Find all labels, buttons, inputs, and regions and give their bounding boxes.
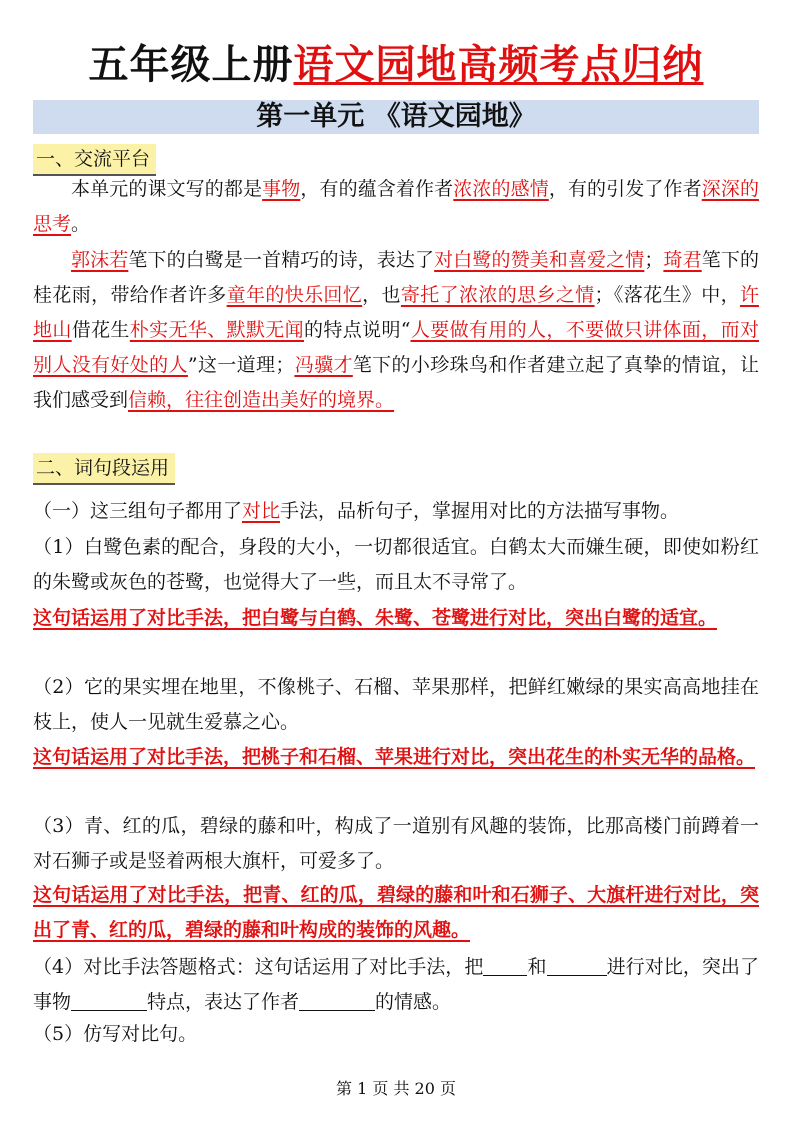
- item2-answer: 这句话运用了对比手法，把桃子和石榴、苹果进行对比，突出花生的朴实无华的品格。: [33, 746, 756, 768]
- section1-paragraph2: 郭沫若笔下的白鹭是一首精巧的诗，表达了对白鹭的赞美和喜爱之情；琦君笔下的桂花雨，带给作者许多童年的快乐回忆，也寄托了浓浓的思乡之情；《落花生》中，许地山借花生朴实无华、默默无闻的特点说明“人要做有用的人，不要做只讲体面，而对别人没有好处的人”这一道理；冯骥才笔下的小珍珠鸟和作者建立起了真挚的情谊，让我们感受到信赖，往往创造出美好的境界。: [33, 249, 759, 411]
- item4-format: （4）对比手法答题格式：这句话运用了对比手法，把 和 进行对比，突出了事物 特点，表达了作者 的情感。: [33, 956, 759, 1013]
- item3-sentence: （3）青、红的瓜，碧绿的藤和叶，构成了一道别有风趣的装饰，比那高楼门前蹲着一对石狮子或是竖着两根大旗杆，可爱多了。: [33, 815, 759, 872]
- item3-answer: 这句话运用了对比手法，把青、红的瓜，碧绿的藤和叶和石狮子、大旗杆进行对比，突出了青、红的瓜，碧绿的藤和叶构成的装饰的风趣。: [33, 884, 759, 941]
- section1-paragraph1: 本单元的课文写的都是事物，有的蕴含着作者浓浓的感情，有的引发了作者深深的思考。: [33, 178, 759, 235]
- blank-4: [299, 991, 375, 1011]
- title-part1: 五年级上册: [88, 42, 294, 88]
- section1-heading: 一、交流平台: [33, 144, 156, 176]
- item1-sentence: （1）白鹭色素的配合，身段的大小，一切都很适宜。白鹤太大而嫌生硬，即使如粉红的朱鹭或灰色的苍鹭，也觉得大了一些，而且太不寻常了。: [33, 536, 759, 593]
- blank-1: [483, 956, 527, 976]
- blank-2: [547, 956, 607, 976]
- page-title: [0, 38, 792, 92]
- section2-heading: 二、词句段运用: [33, 453, 175, 485]
- item5: （5）仿写对比句。: [33, 1023, 198, 1045]
- title-part2: 语文园地高频考点归纳: [293, 42, 704, 88]
- item1-answer: 这句话运用了对比手法，把白鹭与白鹤、朱鹭、苍鹭进行对比，突出白鹭的适宜。: [33, 607, 718, 629]
- blank-3: [71, 991, 147, 1011]
- item2-sentence: （2）它的果实埋在地里，不像桃子、石榴、苹果那样，把鲜红嫩绿的果实高高地挂在枝上，使人一见就生爱慕之心。: [33, 676, 759, 733]
- unit-heading: 第一单元 《语文园地》: [33, 100, 759, 134]
- section2-intro: （一）这三组句子都用了对比手法，品析句子，掌握用对比的方法描写事物。: [33, 500, 680, 522]
- page-footer: 第 1 页 共 20 页: [336, 1079, 456, 1098]
